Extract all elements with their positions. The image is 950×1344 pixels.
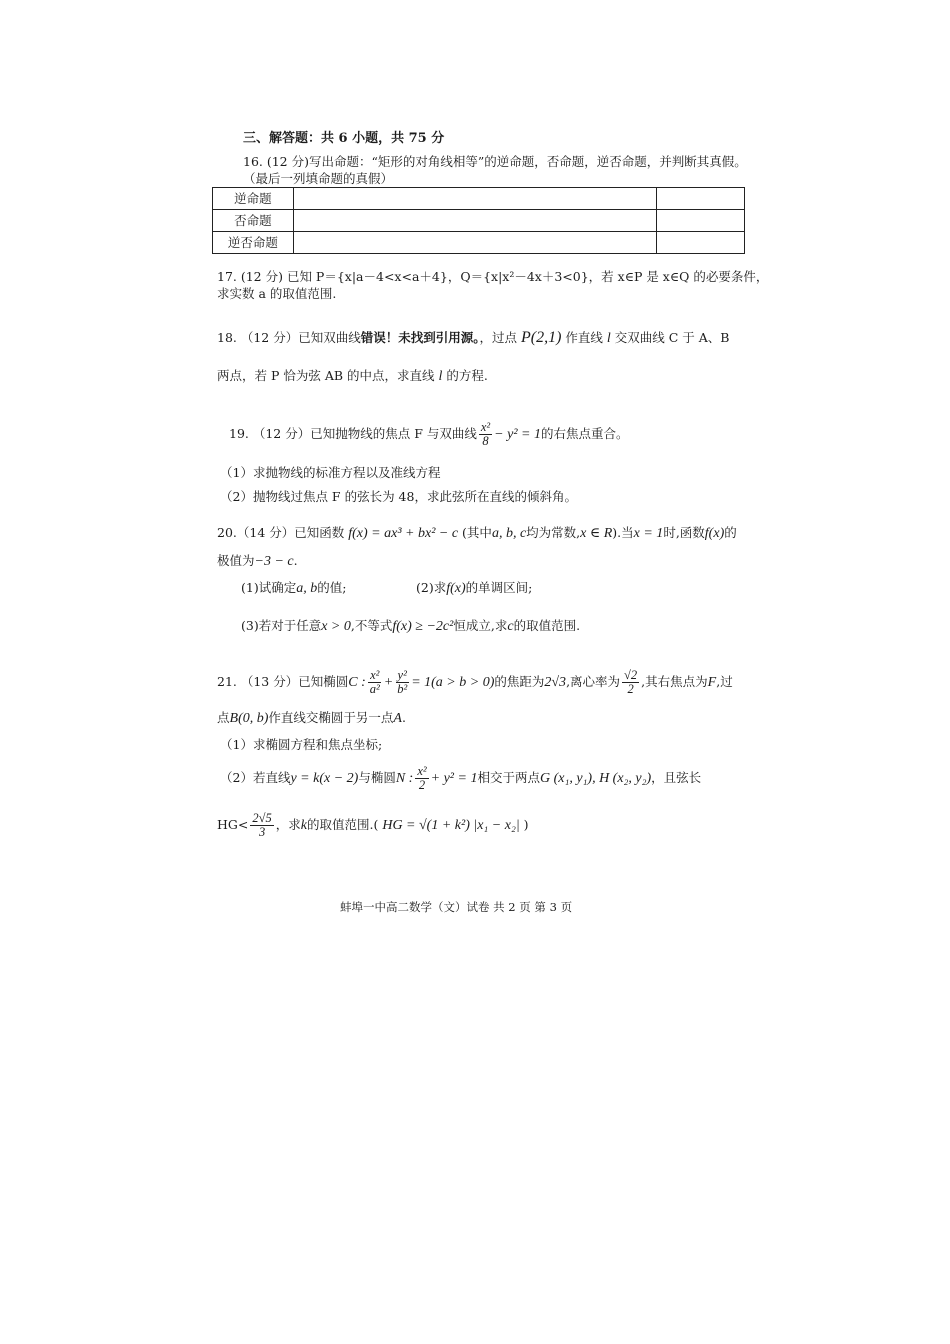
q21-part-2: （2）若直线y = k(x − 2)与椭圆N : $\frac{\text{x²}}{2}$ + y² = 1相交于两点G (x₁, y₁), H (x₂, y₂)，且弦长	[220, 764, 702, 792]
row-label-converse: 逆命题	[213, 188, 294, 210]
fraction: $\frac{\text{y²}}{\text{b²}}$	[397, 668, 408, 696]
section-header: 三、解答题：共 6 小题，共 75 分	[243, 131, 445, 146]
row-label-inverse: 否命题	[213, 210, 294, 232]
table-row	[213, 232, 745, 254]
table-row	[213, 210, 745, 232]
q19-text: 19. （12 分）已知抛物线的焦点 F 与双曲线 $\frac{\text{x²}}{8}$ − y² = 1的右焦点重合。	[229, 420, 629, 448]
page-footer: 蚌埠一中高二数学（文）试卷 共 2 页 第 3 页	[340, 900, 573, 914]
q16-text: 16. (12 分)写出命题：“矩形的对角线相等”的逆命题，否命题，逆否命题，并判断其真假。	[243, 154, 747, 169]
q21-part-1: （1）求椭圆方程和焦点坐标;	[220, 737, 383, 752]
q18-line-2: 两点，若 P 恰为弦 AB 的中点，求直线 l 的方程.	[217, 368, 488, 384]
fraction: $\frac{\text{x²}}{2}$	[417, 764, 427, 792]
line-l: l	[438, 369, 443, 384]
fraction: $\frac{2√5}{3}$	[252, 811, 272, 839]
answer-cell[interactable]	[293, 232, 657, 254]
q19-part-1: （1）求抛物线的标准方程以及准线方程	[220, 465, 441, 480]
table-row	[213, 188, 745, 210]
fraction: $\frac{√2}{2}$	[624, 668, 638, 696]
fraction: $\frac{\text{x²}}{\text{a²}}$	[369, 668, 380, 696]
truth-cell[interactable]	[657, 232, 745, 254]
q16-note: （最后一列填命题的真假）	[243, 171, 394, 186]
q21-line-1: 21. （13 分）已知椭圆C : $\frac{\text{x²}}{\text{a²}}$ + $\frac{\text{y²}}{\text{b²}}$ = 1(a > b > 0)的焦距为2√3,离心率为 $\frac{√2}{2}$ ,其右焦点为F,过	[217, 668, 733, 696]
q20-line-1: 20.（14 分）已知函数 f(x) = ax³ + bx² − c (其中a, b, c均为常数,x ∈ R).当x = 1时,函数f(x)的	[217, 525, 737, 541]
q20-part-2: (2)求f(x)的单调区间;	[416, 580, 533, 596]
reference-error: 错误！未找到引用源。	[360, 330, 480, 345]
fraction: $\frac{\text{x²}}{8}$	[480, 420, 491, 448]
q21-line-2: 点B(0, b)作直线交椭圆于另一点A.	[217, 710, 406, 726]
truth-cell[interactable]	[657, 188, 745, 210]
proposition-table	[212, 187, 745, 254]
line-l: l	[606, 331, 611, 346]
q21-line-4: HG< $\frac{2√5}{3}$ ，求k的取值范围.( HG = √(1 + k²) |x₁ − x₂| )	[217, 811, 529, 839]
answer-cell[interactable]	[293, 210, 657, 232]
q18-line-1: 18. （12 分）已知双曲线错误！未找到引用源。，过点 P(2,1) 作直线 l 交双曲线 C 于 A、B	[217, 329, 730, 346]
q20-part-3: (3)若对于任意x > 0,不等式f(x) ≥ −2c²恒成立,求c的取值范围.	[241, 618, 581, 634]
q17-text: 17. (12 分) 已知 P＝{x|a－4<x<a＋4}，Q＝{x|x²－4x＋3<0}，若 x∈P 是 x∈Q 的必要条件，	[217, 269, 769, 284]
truth-cell[interactable]	[657, 210, 745, 232]
q20-part-1: (1)试确定a, b的值;	[241, 580, 347, 596]
answer-cell[interactable]	[293, 188, 657, 210]
point-p: P(2,1)	[521, 329, 562, 346]
row-label-contrapositive: 逆否命题	[213, 232, 294, 254]
q17-text-2: 求实数 a 的取值范围.	[217, 286, 337, 301]
q19-part-2: （2）抛物线过焦点 F 的弦长为 48，求此弦所在直线的倾斜角。	[220, 489, 577, 504]
q20-line-2: 极值为−3 − c.	[217, 553, 298, 569]
